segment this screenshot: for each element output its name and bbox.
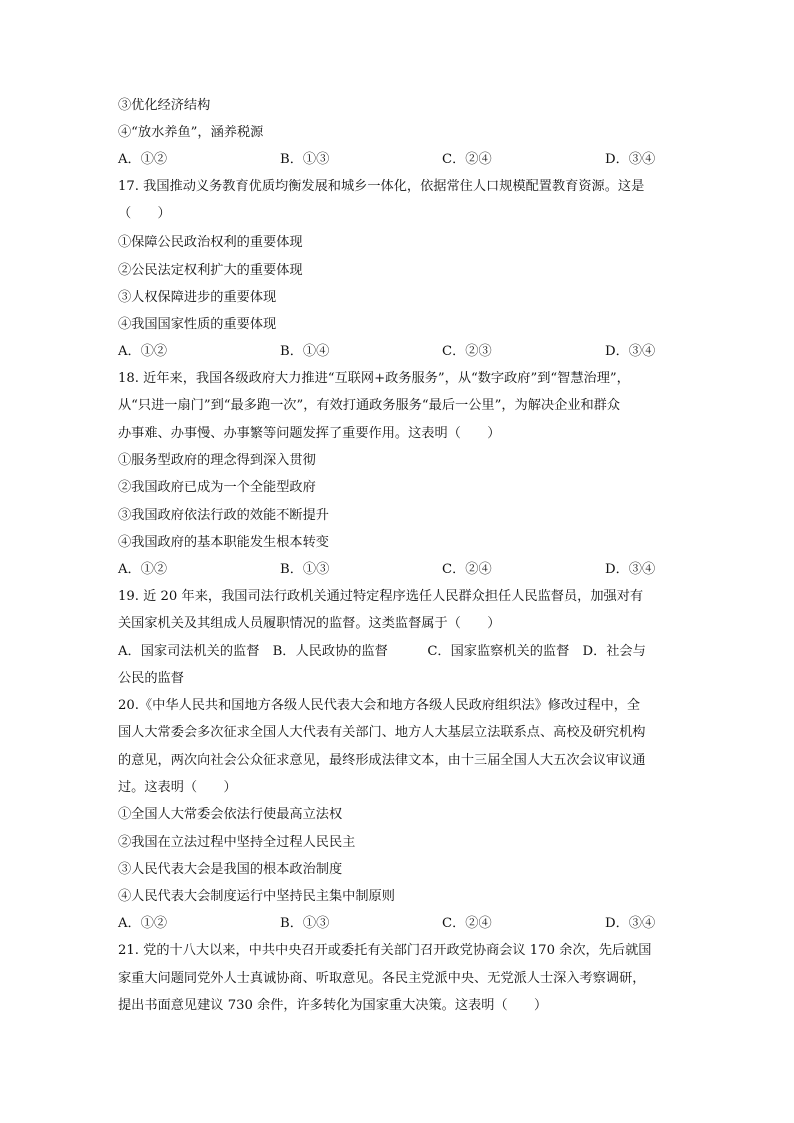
q19-options-line-1[interactable]: A．国家司法机关的监督 B．人民政协的监督 C．国家监察机关的监督 D．社会与 bbox=[118, 644, 646, 659]
q18-stem-line-3: 办事难、办事慢、办事繁等问题发挥了重要作用。这表明（ ） bbox=[118, 426, 501, 441]
q17-option-d[interactable]: D．③④ bbox=[605, 344, 656, 359]
q20-statement-1: ①全国人大常委会依法行使最高立法权 bbox=[118, 807, 343, 822]
q18-statement-1: ①服务型政府的理念得到深入贯彻 bbox=[118, 453, 316, 468]
q19-stem-line-1: 19. 近 20 年来，我国司法行政机关通过特定程序选任人民群众担任人民监督员，加强对有 bbox=[118, 589, 644, 604]
q17-stem-line-1: 17. 我国推动义务教育优质均衡发展和城乡一体化，依据常住人口规模配置教育资源。这是 bbox=[118, 179, 645, 194]
q16-option-a[interactable]: A．①② bbox=[118, 152, 168, 167]
q18-option-c[interactable]: C．②④ bbox=[442, 562, 492, 577]
q19-stem-line-2: 关国家机关及其组成人员履职情况的监督。这类监督属于（ ） bbox=[118, 616, 501, 631]
q20-statement-2: ②我国在立法过程中坚持全过程人民民主 bbox=[118, 835, 356, 850]
q17-option-a[interactable]: A．①② bbox=[118, 344, 168, 359]
q16-statement-3: ③优化经济结构 bbox=[118, 98, 211, 113]
q20-stem-line-2: 国人大常委会多次征求全国人大代表有关部门、地方人大基层立法联系点、高校及研究机构 bbox=[118, 725, 646, 740]
q18-stem-line-1: 18. 近年来，我国各级政府大力推进“互联网+政务服务”，从“数字政府”到“智慧治理”， bbox=[118, 371, 630, 386]
q20-option-c[interactable]: C．②④ bbox=[442, 916, 492, 931]
q17-statement-1: ①保障公民政治权利的重要体现 bbox=[118, 235, 303, 250]
q18-stem-line-2: 从“只进一扇门”到“最多跑一次”，有效打通政务服务“最后一公里”，为解决企业和群众 bbox=[118, 398, 621, 413]
q20-stem-line-3: 的意见，两次向社会公众征求意见，最终形成法律文本，由十三届全国人大五次会议审议通 bbox=[118, 753, 646, 768]
q20-stem-line-4: 过。这表明（ ） bbox=[118, 780, 237, 795]
q17-statement-4: ④我国国家性质的重要体现 bbox=[118, 317, 277, 332]
q18-statement-2: ②我国政府已成为一个全能型政府 bbox=[118, 480, 316, 495]
q17-option-c[interactable]: C．②③ bbox=[442, 344, 492, 359]
q18-options bbox=[118, 560, 678, 580]
q20-options bbox=[118, 914, 678, 934]
q20-option-a[interactable]: A．①② bbox=[118, 916, 168, 931]
q18-statement-3: ③我国政府依法行政的效能不断提升 bbox=[118, 508, 329, 523]
q16-option-b[interactable]: B．①③ bbox=[280, 152, 330, 167]
q16-option-d[interactable]: D．③④ bbox=[605, 152, 656, 167]
q16-option-c[interactable]: C．②④ bbox=[442, 152, 492, 167]
q21-stem-line-3: 提出书面意见建议 730 余件，许多转化为国家重大决策。这表明（ ） bbox=[118, 998, 548, 1013]
q18-option-d[interactable]: D．③④ bbox=[605, 562, 656, 577]
q17-stem-line-2: （ ） bbox=[118, 206, 171, 221]
q20-statement-4: ④人民代表大会制度运行中坚持民主集中制原则 bbox=[118, 889, 395, 904]
q20-option-d[interactable]: D．③④ bbox=[605, 916, 656, 931]
q20-stem-line-1: 20.《中华人民共和国地方各级人民代表大会和地方各级人民政府组织法》修改过程中，全 bbox=[118, 698, 641, 713]
q18-option-a[interactable]: A．①② bbox=[118, 562, 168, 577]
q18-option-b[interactable]: B．①③ bbox=[280, 562, 330, 577]
q19-options-line-2: 公民的监督 bbox=[118, 671, 184, 686]
q20-option-b[interactable]: B．①③ bbox=[280, 916, 330, 931]
q16-statement-4: ④“放水养鱼”，涵养税源 bbox=[118, 125, 264, 140]
q16-options bbox=[118, 150, 678, 170]
q21-stem-line-2: 家重大问题同党外人士真诚协商、听取意见。各民主党派中央、无党派人士深入考察调研， bbox=[118, 971, 646, 986]
q21-stem-line-1: 21. 党的十八大以来，中共中央召开或委托有关部门召开政党协商会议 170 余次，先后就国 bbox=[118, 943, 652, 958]
q18-statement-4: ④我国政府的基本职能发生根本转变 bbox=[118, 535, 329, 550]
q17-options bbox=[118, 342, 678, 362]
q17-statement-2: ②公民法定权利扩大的重要体现 bbox=[118, 263, 303, 278]
q17-option-b[interactable]: B．①④ bbox=[280, 344, 330, 359]
q20-statement-3: ③人民代表大会是我国的根本政治制度 bbox=[118, 862, 343, 877]
q17-statement-3: ③人权保障进步的重要体现 bbox=[118, 290, 277, 305]
